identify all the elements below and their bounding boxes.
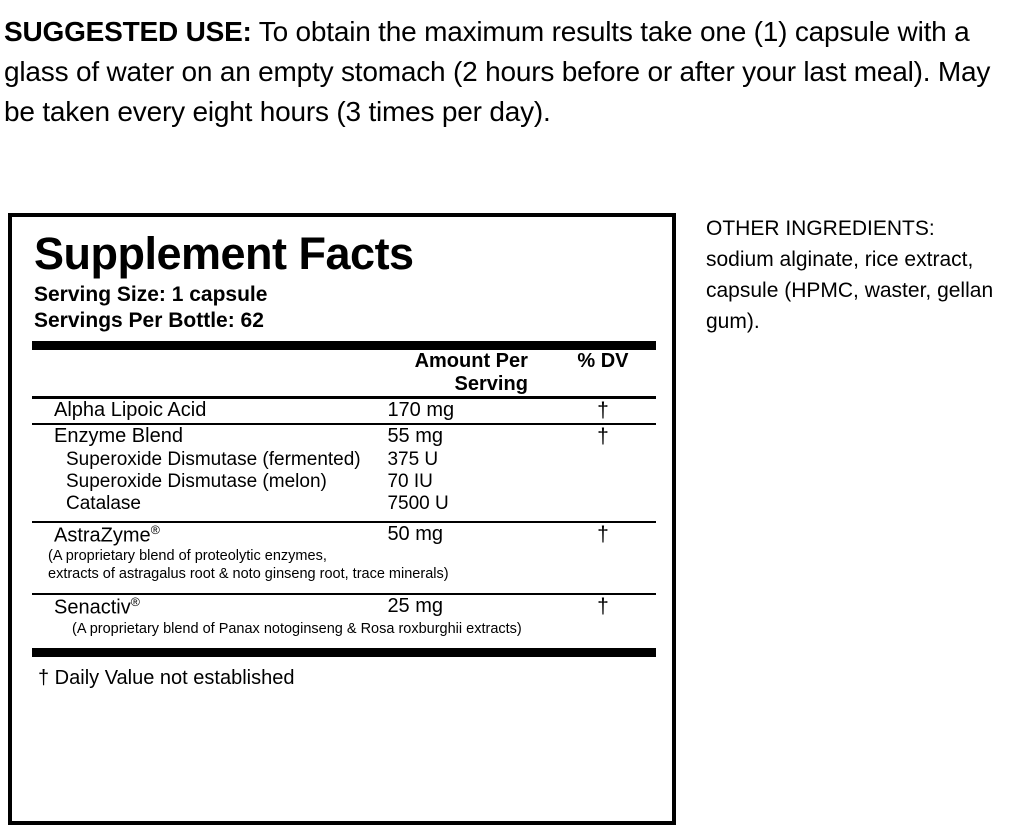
sub-nutrient-amount: 70 IU: [387, 470, 433, 492]
divider-thick-bottom: [32, 648, 656, 657]
header-amount-per-serving: Amount Per Serving: [414, 349, 528, 395]
sub-nutrient-dv: [550, 493, 656, 515]
header-nutrient: [32, 350, 381, 396]
supplement-facts-table: [32, 350, 656, 396]
sub-nutrient-name: Catalase: [66, 492, 141, 514]
nutrient-group-alpha-lipoic-acid: [32, 399, 656, 423]
table-row: [32, 493, 656, 515]
supplement-facts-title: Supplement Facts: [34, 228, 414, 279]
nutrient-name: [32, 595, 381, 620]
table-row: [32, 425, 656, 449]
divider-thick-top: [32, 341, 656, 350]
nutrient-amount: 55 mg: [387, 424, 444, 447]
nutrient-dv: †: [597, 595, 609, 619]
table-row: [32, 523, 656, 548]
nutrient-group-enzyme-blend: [32, 425, 656, 515]
sub-nutrient-dv: [550, 449, 656, 471]
other-ingredients-block: [706, 214, 1006, 337]
daily-value-footnote: † Daily Value not established: [38, 667, 295, 690]
senactiv-blend-note: (A proprietary blend of Panax notoginseng & Rosa roxburghii extracts): [72, 621, 522, 638]
nutrient-amount: 170 mg: [387, 398, 455, 421]
registered-trademark-icon: ®: [130, 595, 140, 610]
nutrient-name-text: Senactiv: [54, 597, 131, 620]
sub-nutrient-dv: [550, 471, 656, 493]
nutrient-name: [32, 523, 381, 548]
nutrient-dv: †: [597, 424, 609, 448]
nutrient-name: Alpha Lipoic Acid: [54, 398, 207, 421]
suggested-use-text: To obtain the maximum results take one (1) capsule with a glass of water on an empty stomach (2 hours before or after your last meal). May be taken every eight hours (3 times per day).: [4, 16, 991, 127]
registered-trademark-icon: ®: [150, 522, 160, 537]
nutrient-amount: 50 mg: [387, 522, 444, 545]
other-ingredients-text: sodium alginate, rice extract, capsule (HPMC, waster, gellan gum).: [706, 247, 994, 333]
nutrient-amount: 25 mg: [387, 595, 444, 618]
nutrient-name-text: AstraZyme: [54, 524, 151, 547]
nutrient-name: Enzyme Blend: [54, 424, 183, 447]
table-row: [32, 471, 656, 493]
suggested-use-paragraph: [4, 12, 1020, 131]
servings-per-bottle: Servings Per Bottle: 62: [34, 309, 264, 333]
table-row: [32, 449, 656, 471]
astrazyme-blend-note: (A proprietary blend of proteolytic enzymes, extracts of astragalus root & noto ginseng root, trace minerals): [48, 548, 449, 583]
sub-nutrient-amount: 375 U: [387, 448, 439, 470]
table-row: [32, 399, 656, 423]
nutrient-dv: †: [597, 522, 609, 546]
serving-size: Serving Size: 1 capsule: [34, 283, 268, 306]
sub-nutrient-amount: 7500 U: [387, 492, 449, 514]
table-row: [32, 595, 656, 620]
other-ingredients-label: OTHER INGREDIENTS:: [706, 217, 935, 240]
suggested-use-label: SUGGESTED USE:: [4, 16, 252, 47]
supplement-facts-panel: [8, 213, 676, 825]
sub-nutrient-name: Superoxide Dismutase (melon): [66, 470, 327, 492]
nutrient-group-astrazyme: [32, 523, 656, 548]
nutrient-group-senactiv: [32, 595, 656, 620]
table-header-row: [32, 350, 656, 396]
header-percent-dv: % DV: [577, 349, 629, 372]
nutrient-dv: †: [597, 398, 609, 422]
sub-nutrient-name: Superoxide Dismutase (fermented): [66, 448, 361, 470]
